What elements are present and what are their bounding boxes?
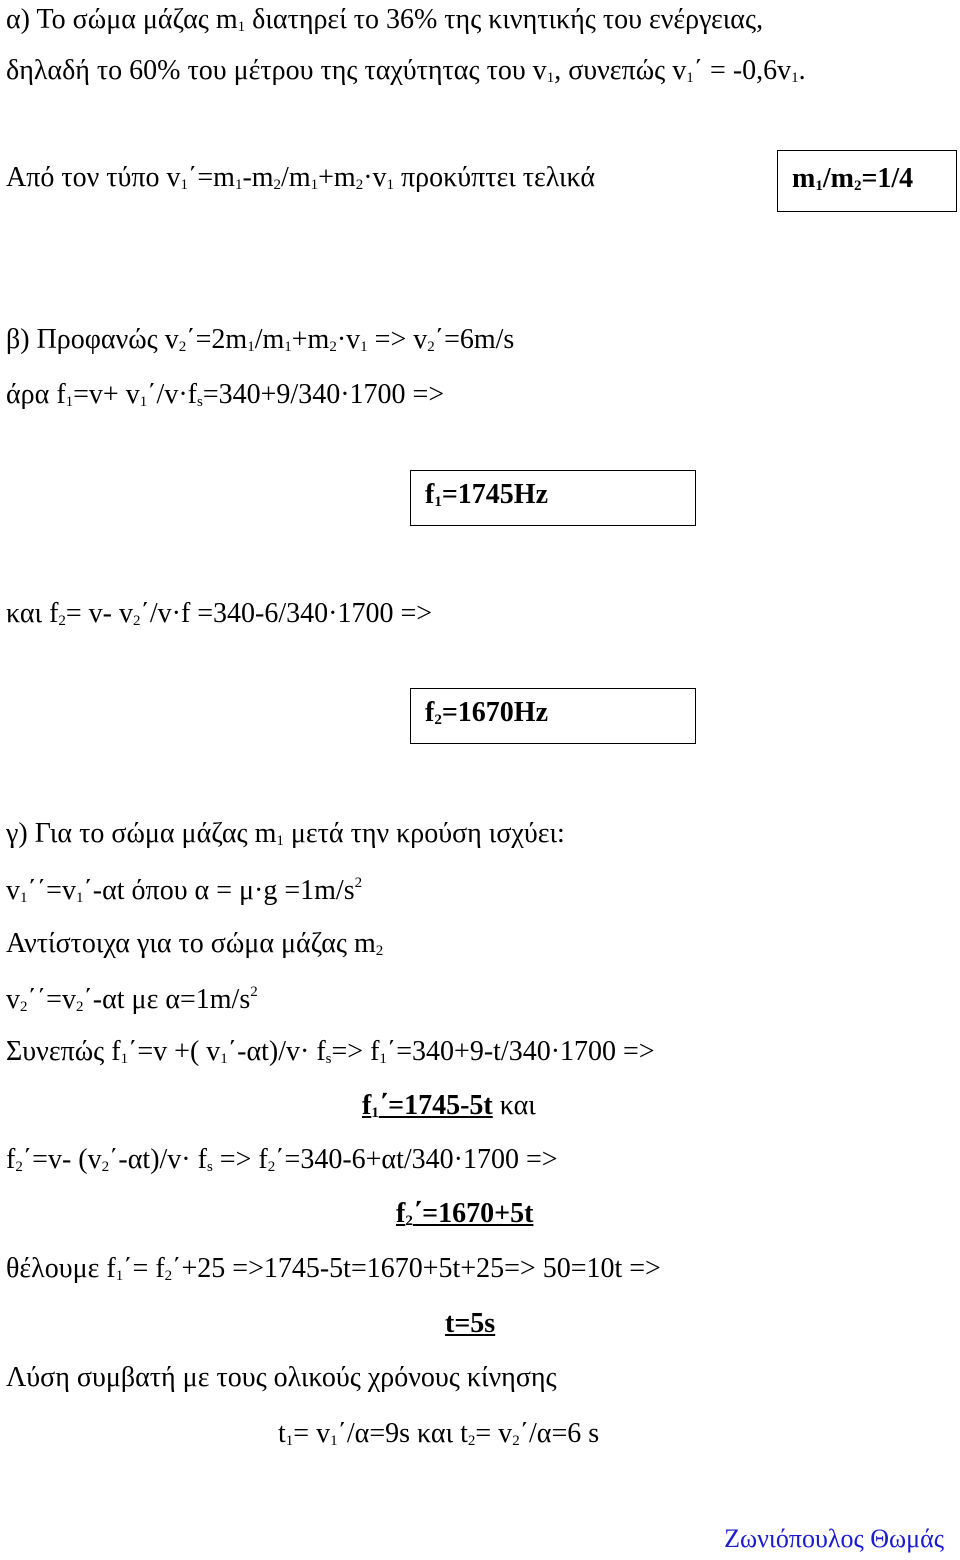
- part-c-line-11: Λύση συμβατή με τους ολικούς χρόνους κίνησης: [6, 1362, 557, 1393]
- part-c-line-2: $v_1΄΄=v_1΄-\alpha t$ όπου $\alpha = \mu\cdot g =1m/s^2$: [6, 875, 363, 906]
- part-a-line-3: Από τον τύπο $v_1΄=m_1-m_2/m_1+m_2\cdot v_1$ προκύπτει τελικά: [6, 162, 596, 193]
- part-c-line-9: θέλουμε $f_1΄= f_2΄+25 =>1745-5t=1670+5t+25=> 50=10t$ =>: [6, 1253, 661, 1284]
- part-b-line-2: άρα $f_1=v+ v_1΄/v\cdot f_s=340+9/340\cdot 1700$ =>: [6, 379, 445, 410]
- part-c-line-3: Αντίστοιχα για το σώμα μάζας $m_2$: [6, 928, 384, 959]
- result-box-mass-ratio: $m_1/m_2=1/4$: [777, 150, 957, 212]
- part-a-line-1: α) Το σώμα μάζας $m_1$ διατηρεί το 36% της κινητικής του ενέργειας,: [6, 4, 764, 35]
- part-b-line-3: και $f_2= v-$ $v_2΄/v\cdot f =340-6/340\cdot 1700$ =>: [6, 598, 433, 629]
- part-c-line-10: t=5s: [445, 1308, 496, 1339]
- part-c-line-12: $t_1= v_1΄/\alpha=9s$ και $t_2= v_2΄/\alpha=6$ s: [278, 1418, 600, 1449]
- author-name: Ζωνιόπουλος Θωμάς: [724, 1524, 944, 1553]
- part-c-line-5: Συνεπώς $f_1΄=v$ +( $v_1΄-\alpha t)/v\cdot f_s=> f_1΄=340+9-t/340\cdot 1700$ =>: [6, 1036, 655, 1067]
- result-box-f2: $f_2=1670Hz$: [410, 688, 696, 744]
- result-box-f1: $f_1=1745Hz$: [410, 470, 696, 526]
- part-c-line-8: $f_2΄=1670+5t$: [396, 1198, 534, 1229]
- part-c-line-6: $f_1΄=1745-5t$ και: [362, 1090, 536, 1121]
- part-c-line-4: $v_2΄΄=v_2΄-\alpha t$ με $\alpha=1m/s^2$: [6, 984, 258, 1015]
- part-c-line-7: $f_2΄=v-$ $(v_2΄-\alpha t)/v\cdot f_s => f_2΄=340-6+\alpha t/340\cdot 1700$ =>: [6, 1144, 558, 1175]
- part-b-line-1: β) Προφανώς $v_2΄=2m_1/m_1+m_2\cdot v_1 => v_2΄=6m/s$: [6, 324, 515, 355]
- part-c-line-1: γ) Για το σώμα μάζας $m_1$ μετά την κρούση ισχύει:: [6, 818, 565, 849]
- part-a-line-2: δηλαδή το 60% του μέτρου της ταχύτητας του $v_1$, συνεπώς $v_1΄ = -0,6v_1$.: [6, 55, 806, 86]
